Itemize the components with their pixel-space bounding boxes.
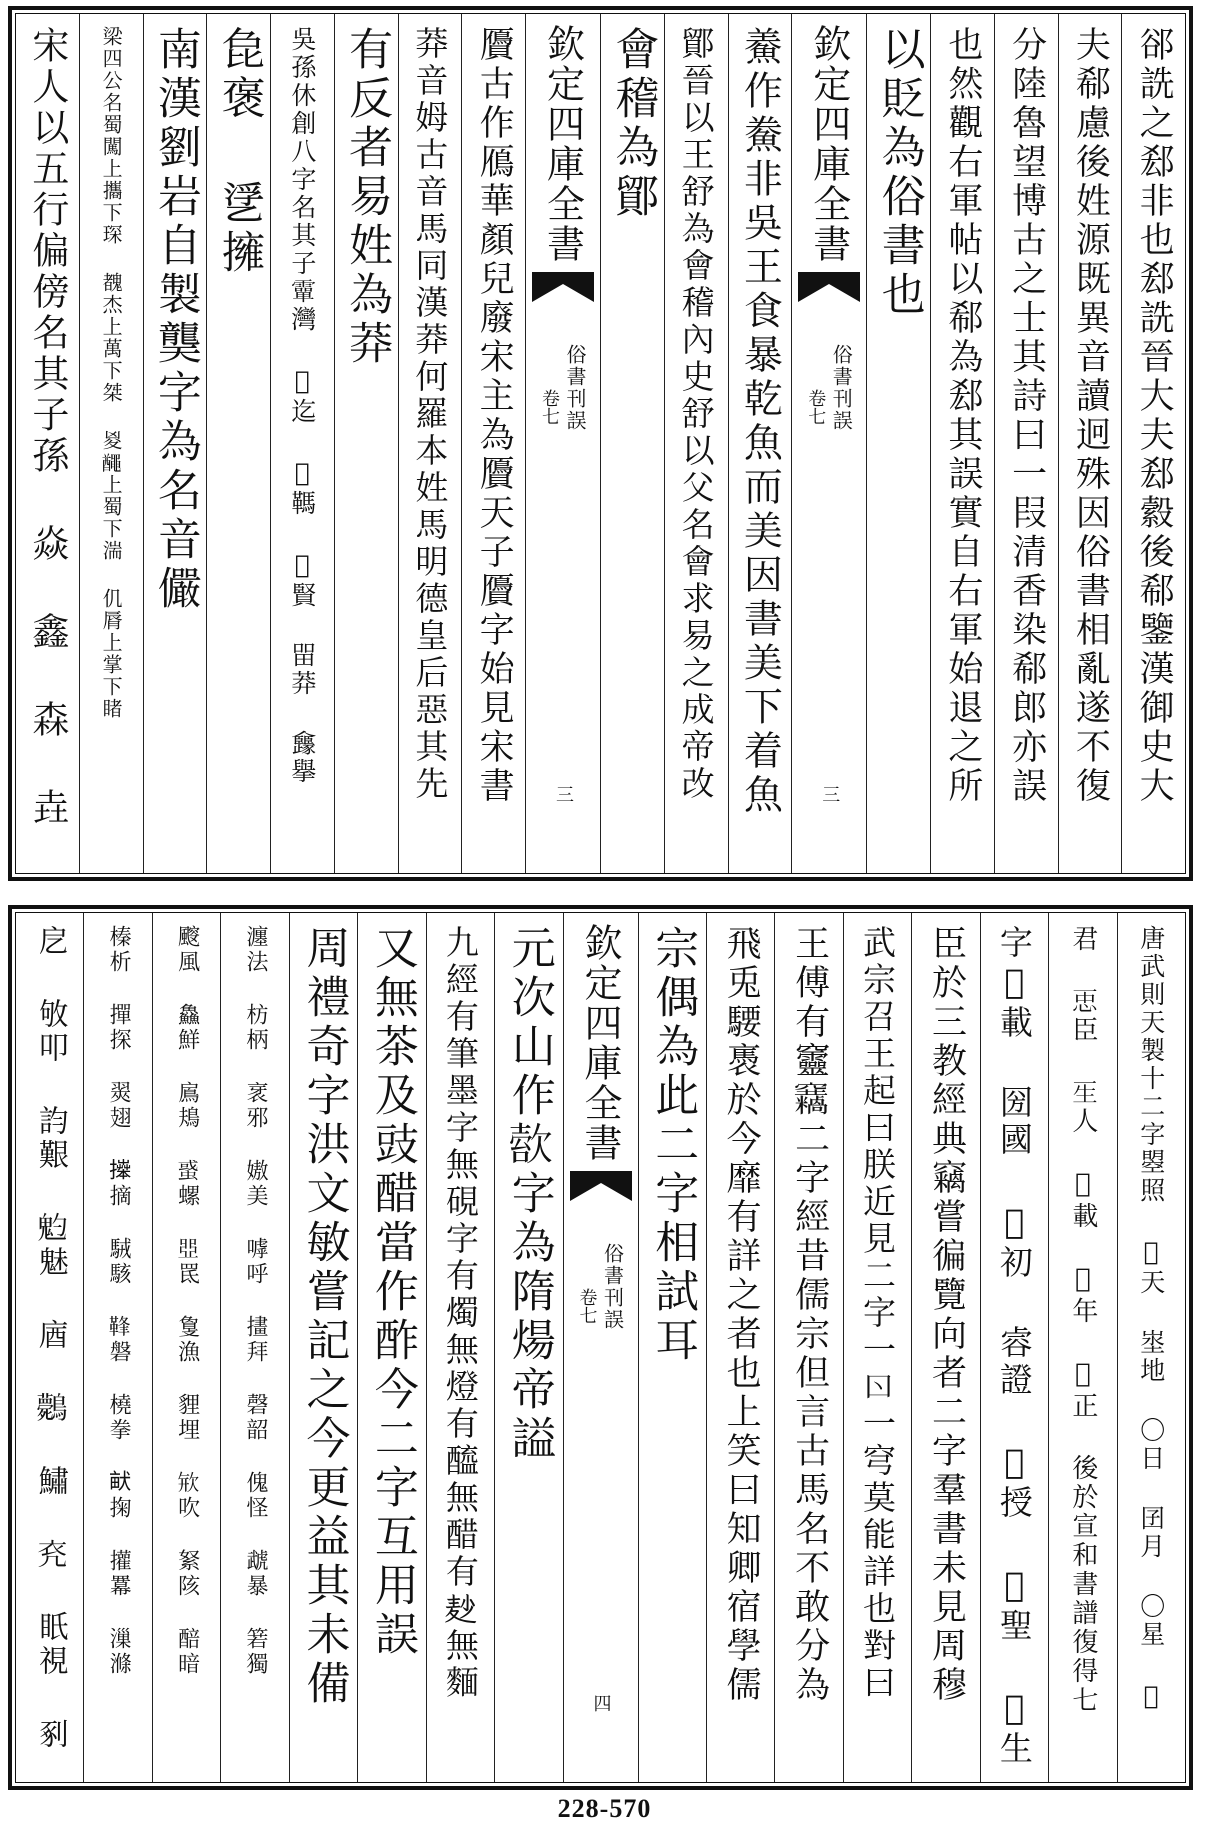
text-column — [16, 14, 79, 873]
column-text: 鄮晉以王舒為會稽內史舒以父名會求易之成帝改 — [676, 26, 716, 803]
column-text: 唐武則天製十二字曌照 𠁈天 埊地 〇日 囝月 〇星 𡆠 — [1136, 925, 1166, 1713]
column-text: 莽音姆古音馬同漢莽何羅本姓馬明德皇后惡其先 — [410, 26, 450, 803]
column-text: 贗古作鴈華顏兒廢宋主為贗天子贗字始見宋書 — [474, 26, 515, 806]
bottom-page — [8, 905, 1193, 1790]
text-column — [152, 913, 220, 1782]
column-text: 九經有筆墨字無硯字有燭無燈有醯無醋有𪎊無麵 — [440, 925, 480, 1702]
text-column — [16, 913, 83, 1782]
text-column — [1058, 14, 1122, 873]
text-column — [774, 913, 842, 1782]
text-column — [270, 14, 334, 873]
column-text: 元次山作𣣿字為隋煬帝謚 — [503, 925, 555, 1464]
center-fold-column — [525, 14, 600, 873]
text-column — [206, 14, 270, 873]
column-text: 分陸魯望博古之士其詩曰一叚清香染郗郎亦誤 — [1006, 26, 1047, 806]
text-column — [1117, 913, 1185, 1782]
text-column — [1048, 913, 1116, 1782]
column-text: 吳孫休創八字名其子𩅦灣 𠾘迄 𥦖䩻 𧰟賢 㽞莽 㒪擧 — [287, 26, 317, 786]
text-column — [994, 14, 1058, 873]
text-column — [728, 14, 792, 873]
center-fold-column — [563, 913, 638, 1782]
column-text: 鯗作鮝非吳王食暴乾魚而美因書美下着魚 — [737, 26, 783, 818]
text-column — [143, 14, 207, 873]
text-column — [494, 913, 562, 1782]
center-book-title: 俗書刊誤 — [563, 344, 587, 432]
column-text: 字𠁈載 圀國 𠠓初 䜭證 𤯔授 𤯔聖 𤯔生 — [994, 925, 1034, 1768]
center-folio-number: 三 — [819, 785, 841, 803]
bottom-page-columns — [16, 913, 1185, 1782]
column-text: 䬒風 鱻鮮 鳸鳺 𧌒螺 𠁁䍕 𢿌漁 貍埋 𣢴吹 䋈陔 醅暗 — [174, 925, 200, 1677]
text-column — [220, 913, 288, 1782]
column-text: 王傅有𥩔𥩓二字經昔儒宗但言古馬名不敢分為 — [789, 925, 830, 1705]
column-text: 郤詵之郄非也郄詵晉大夫郄縠後郗鑒漢御史大 — [1134, 26, 1175, 806]
text-column — [398, 14, 462, 873]
fish-tail-mark-icon — [570, 1171, 632, 1201]
column-text: 會稽為鄮 — [607, 26, 659, 222]
center-volume: 卷七 — [576, 1288, 598, 1324]
center-folio-number: 三 — [553, 785, 574, 803]
fish-tail-mark-icon — [532, 272, 594, 302]
text-column — [638, 913, 706, 1782]
center-fold-column — [791, 14, 866, 873]
center-title: 欽定四庫全書 — [540, 24, 585, 264]
center-book-title: 俗書刊誤 — [829, 344, 854, 432]
text-column — [706, 913, 774, 1782]
column-text: 宋人以五行偏傍名其子孫 焱 鑫 森 垚 — [25, 26, 69, 829]
column-text: 君 𢘑臣 𤯔人 𡕀載 𠡦年 𠀑正 後於宣和書譜復得七 — [1067, 925, 1098, 1715]
text-column — [461, 14, 525, 873]
column-text: 也然觀右軍帖以郗為郄其誤實自右軍始退之所 — [942, 26, 983, 806]
column-text: 宗偶為此二字相試耳 — [647, 925, 699, 1366]
text-column — [866, 14, 930, 873]
center-volume: 卷七 — [539, 389, 560, 425]
center-title: 欽定四庫全書 — [806, 24, 851, 264]
fish-tail-mark-icon — [798, 272, 860, 302]
text-column — [600, 14, 664, 873]
text-column — [1121, 14, 1185, 873]
text-column — [980, 913, 1048, 1782]
center-folio-number: 四 — [590, 1694, 612, 1712]
column-text: 梁四公名蜀闖上攜下琛 䰩杰上萬下桀 㚇𪓰上蜀下湍 仉脣上掌下睹 — [99, 26, 124, 720]
center-volume: 卷七 — [805, 389, 827, 425]
column-text: 㲋褒 㐢擁 — [213, 26, 265, 278]
column-text: 夫郗慮後姓源既異音讀迥殊因俗書相亂遂不復 — [1070, 26, 1111, 806]
center-title: 欽定四庫全書 — [578, 923, 622, 1163]
text-column — [357, 913, 425, 1782]
text-column — [664, 14, 728, 873]
text-column — [289, 913, 357, 1782]
text-column — [843, 913, 911, 1782]
column-text: 榛析 撣探 翜翅 𢷎摘 駥駭 𩊩磐 橈拳 𤱶掬 㩲羃 漅滌 — [106, 925, 132, 1677]
text-column — [79, 14, 143, 873]
column-text: 有反者易姓為莽 — [341, 26, 393, 369]
text-column — [334, 14, 398, 873]
column-text: 瀍法 枋柄 衺邪 㜜美 嘑呼 㩇拜 磬韶 傀怪 虣暴 箬獨 — [243, 925, 269, 1677]
page-number: 228-570 — [557, 1794, 652, 1823]
column-text: 周禮奇字洪文敏嘗記之今更益其未備 — [298, 925, 350, 1709]
column-text: 以貶為俗書也 — [873, 26, 925, 320]
column-text: 南漢劉岩自製龑字為名音儼 — [149, 26, 201, 614]
text-column — [930, 14, 994, 873]
column-text: 飛兎騕褭於今靡有詳之者也上笑曰知卿宿學儒 — [721, 925, 762, 1705]
column-text: 戹 敂叩 𧥺艱 𩲃魅 庮 𪈘 鱐 𧘊 眂視 剢 — [32, 925, 68, 1752]
center-book-title: 俗書刊誤 — [600, 1243, 625, 1331]
text-column — [911, 913, 979, 1782]
column-text: 又無茶及豉醋當作酢今二字互用誤 — [366, 925, 418, 1660]
text-column — [426, 913, 494, 1782]
top-page — [8, 6, 1193, 881]
column-text: 武宗召王起曰朕近見二字一𠮚一穹莫能詳也對曰 — [858, 925, 898, 1702]
column-text: 臣於三教經典竊嘗徧覽向者二字羣書未見周穆 — [926, 925, 967, 1705]
top-page-columns — [16, 14, 1185, 873]
text-column — [83, 913, 151, 1782]
